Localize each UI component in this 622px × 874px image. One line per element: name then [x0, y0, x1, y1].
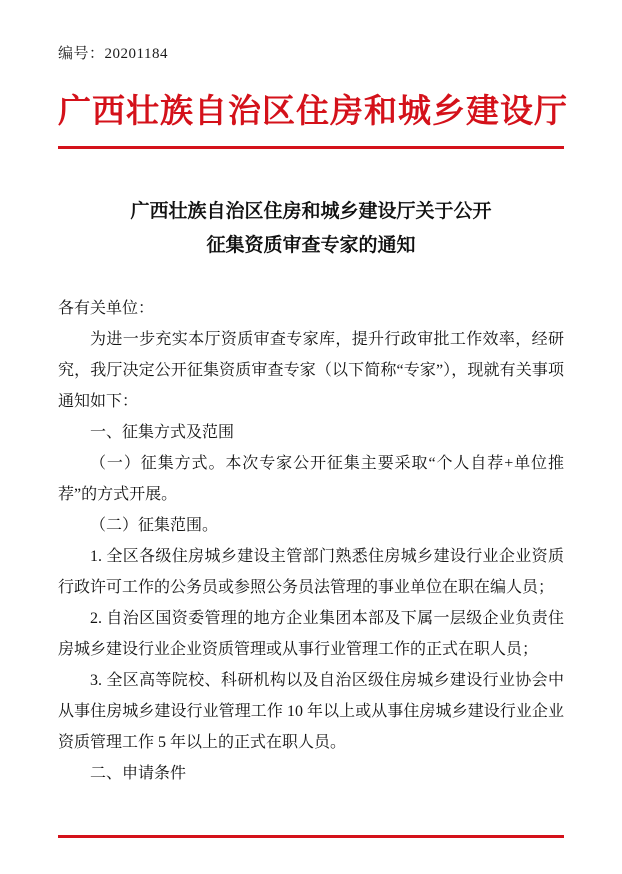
footer-divider-rule	[58, 835, 564, 838]
document-content	[58, 34, 568, 840]
body-paragraph: （二）征集范围。	[90, 517, 219, 534]
body-paragraph: 二、申请条件	[90, 765, 187, 782]
body-paragraph: 3. 全区高等院校、科研机构以及自治区级住房城乡建设行业协会中从事住房城乡建设行业管理工作 10 年以上或从事住房城乡建设行业企业资质管理工作 5 年以上的正式在职人员。	[58, 672, 564, 751]
footer-divider-wrap	[58, 835, 564, 838]
document-title	[58, 195, 564, 263]
document-title-line-2: 征集资质审查专家的通知	[206, 235, 416, 256]
body-paragraph: 1. 全区各级住房城乡建设主管部门熟悉住房城乡建设行业企业资质行政许可工作的公务员或参照公务员法管理的事业单位在职在编人员；	[58, 548, 564, 596]
body-paragraph: 为进一步充实本厅资质审查专家库，提升行政审批工作效率，经研究，我厅决定公开征集资质审查专家（以下简称“专家”），现就有关事项通知如下：	[58, 331, 564, 410]
document-title-line-1: 广西壮族自治区住房和城乡建设厅关于公开	[130, 201, 492, 222]
body-paragraph: 一、征集方式及范围	[90, 424, 235, 441]
body-paragraph: 各有关单位：	[58, 300, 155, 317]
header-divider-rule	[58, 146, 564, 149]
document-number: 编号：20201184	[58, 46, 168, 62]
body-paragraph: （一）征集方式。本次专家公开征集主要采取“个人自荐+单位推荐”的方式开展。	[58, 455, 564, 503]
issuing-organization-title: 广西壮族自治区住房和城乡建设厅	[58, 94, 568, 130]
document-body	[58, 293, 564, 789]
body-paragraph: 2. 自治区国资委管理的地方企业集团本部及下属一层级企业负责住房城乡建设行业企业资质管理或从事行业管理工作的正式在职人员；	[58, 610, 564, 658]
